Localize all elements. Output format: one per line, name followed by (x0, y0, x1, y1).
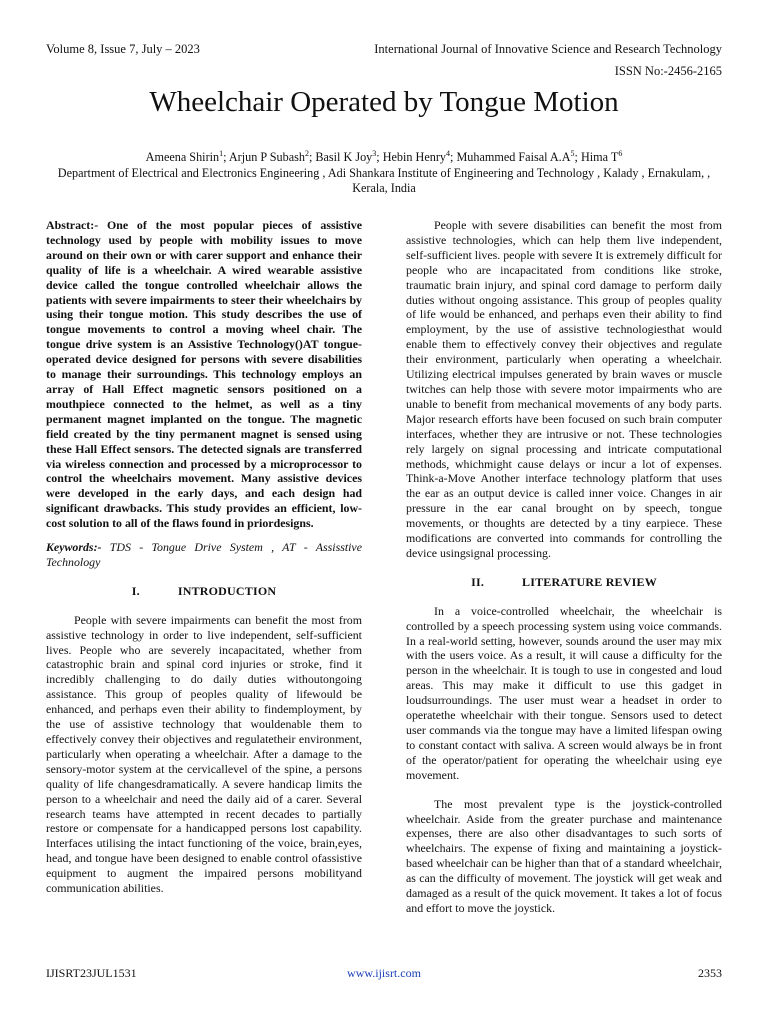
author-affiliation-mark: 5 (570, 149, 575, 158)
literature-paragraph-1: In a voice-controlled wheelchair, the wheelchair is controlled by a speech processing system using voice commands. In a real-world setting, however, sounds around the user may mix with the users voice. As a result, it will cause a difficulty for the person in the wheelchair. It is tough to use in congested and loud areas. This may make it difficult to use this gadget in loudsurroundings. The user must wear a headset in order to operatethe wheelchair with their tongue. Sensors used to detect user commands via the tongue may have a limited lifespan owing to constant contact with saliva. A screen would always be in front of the operator/patient for operating the wheelchair using eye movement. (406, 603, 722, 782)
intro-continued-paragraph: People with severe disabilities can benefit the most from assistive technologies, which can help them live independent, self-sufficient lives. people with severe It is extremely difficult for people who are incapacitated from conditions like stroke, traumatic brain injury, and spinal cord damage to perform daily duties without ongoing assistance. This group of peoples quality of life would be enhanced, and perhaps even their ability to find employment, by the use of assistive technologiesthat would enable them to effectively convey their objectives and regulate their environment, particularly when operating a wheelchair. Utilizing electrical impulses generated by brain waves or muscle twitches can help those with severe motor impairments who are unable to benefit from mechanical movements of any body parts. Major research efforts have been focused on such brain computer interfaces, whether they are intrusive or not. These technologies rely largely on signal processing and intricate computational methods, whichmight cause delays or incur a lot of expenses. Think-a-Move Another interface technology platform that uses the ear as an output device is called inner voice. Changes in air pressure in the ear canal brought on by speech, tongue movements, or thoughts are detected by a tiny earpiece. These modifications are converted into commands for controlling the device usingsignal processing. (406, 218, 722, 560)
author-affiliation-mark: 1 (219, 149, 224, 158)
introduction-paragraph: People with severe impairments can benefit the most from assistive technology in order to live independent, self-sufficient lives. People who are severely incapacitated, whether from catastrophic brain and spinal cord injuries or stroke, find it incredibly challenging to do daily duties withoutongoing assistance. This group of peoples quality of lifewould be enhanced, and perhaps even their ability to findemployment, by the use of assistive technology that wouldenable them to effectively convey their objectives and regulatetheir environment, particularly when operating a wheelchair. After a damage to the sensory-motor system at the cervicallevel of the spine, a persons quality of life changesdramatically. A severe handicap limits the person to a wheelchair and need the daily aid of a carer. Several research teams have attempted in recent decades to partially restore or compensate for a handicapped persons lost capability. Interfaces utilising the intact functioning of the voice, brain,eyes, head, and tongue have been designed to enable control ofassistive equipment to augment the impaired persons mobilityand communication abilities. (46, 612, 362, 896)
author-name: Ameena Shirin (145, 150, 220, 165)
author-name: Arjun P Subash (228, 150, 305, 165)
author-separator: ; (308, 150, 316, 165)
affiliation: Department of Electrical and Electronics Engineering , Adi Shankara Institute of Engineering and Technology , Kalady , Ernakulam, , Kerala, India (57, 165, 711, 196)
paper-title: Wheelchair Operated by Tongue Motion (149, 86, 619, 118)
author-name: Basil K Joy (315, 150, 373, 165)
author-affiliation-mark: 6 (618, 149, 623, 158)
journal-name: International Journal of Innovative Science and Research Technology (374, 42, 722, 56)
section-heading-literature-review (406, 575, 722, 590)
keywords (46, 540, 362, 570)
literature-paragraph-2: The most prevalent type is the joystick-controlled wheelchair. Aside from the greater purchase and maintenance expenses, there are also other disadvantages to such sorts of wheelchairs. The expense of fixing and maintaining a joystick-based wheelchair can be higher than that of a standard wheelchair, as can the difficulty of movement. The joystick will get weak and damaged as a result of the quick movement. It takes a lot of focus and effort to move the joystick. (406, 796, 722, 915)
author-list (40, 146, 728, 166)
issn: ISSN No:-2456-2165 (614, 64, 722, 78)
section-number: II. (471, 574, 485, 589)
keywords-text: TDS - Tongue Drive System , AT - Assisstive Technology (46, 540, 362, 569)
section-heading-introduction (46, 584, 362, 599)
right-column (406, 218, 722, 916)
author-affiliation-mark: 4 (446, 149, 451, 158)
keywords-label: Keywords:- (46, 540, 102, 555)
section-number: I. (131, 583, 140, 598)
author-name: Hima T (580, 150, 619, 165)
abstract: Abstract:- One of the most popular pieces of assistive technology used by people with mobility issues to move around on their own or with carer support and enhance their quality of life is a wheelchair. A wired wearable assistive device called the tongue controlled wheelchair allows the patients with severe impairments to steer their wheelchairs by using their tongue motion. This study describes the use of tongue movements to control a moving wheel chair. The tongue drive system is an Assistive Technology()AT tongue-operated device designed for persons with severe disabilities to manage their surroundings. This technology employs an array of Hall Effect magnetic sensors positioned on a mouthpiece connected to the helmet, as well as a tiny permanent magnet implanted on the tongue. The magnetic field created by the tiny permanent magnet is sensed using these Hall Effect sensors. The detected signals are transferred via wireless connection and processed by a microprocessor to control the wheelchairs movement. Many assistive devices were developed in the early days, and each design had significant drawbacks. This study provides an efficient, low-cost solution to all of the flaws found in priordesigns. (46, 218, 362, 531)
author-block (40, 146, 728, 197)
author-separator: ; (223, 150, 229, 165)
author-separator: ; (376, 150, 383, 165)
author-name: Muhammed Faisal A.A (456, 150, 571, 165)
volume-issue: Volume 8, Issue 7, July – 2023 (46, 42, 200, 56)
page-number: 2353 (698, 966, 722, 980)
article-id: IJISRT23JUL1531 (46, 966, 137, 980)
author-separator: ; (450, 150, 457, 165)
author-affiliation-mark: 2 (304, 149, 309, 158)
left-column (46, 218, 362, 896)
author-name: Hebin Henry (382, 150, 447, 165)
section-title: LITERATURE REVIEW (522, 574, 657, 589)
author-affiliation-mark: 3 (372, 149, 377, 158)
section-title: INTRODUCTION (177, 583, 277, 598)
author-separator: ; (574, 150, 581, 165)
journal-url-link[interactable]: www.ijisrt.com (347, 966, 421, 980)
